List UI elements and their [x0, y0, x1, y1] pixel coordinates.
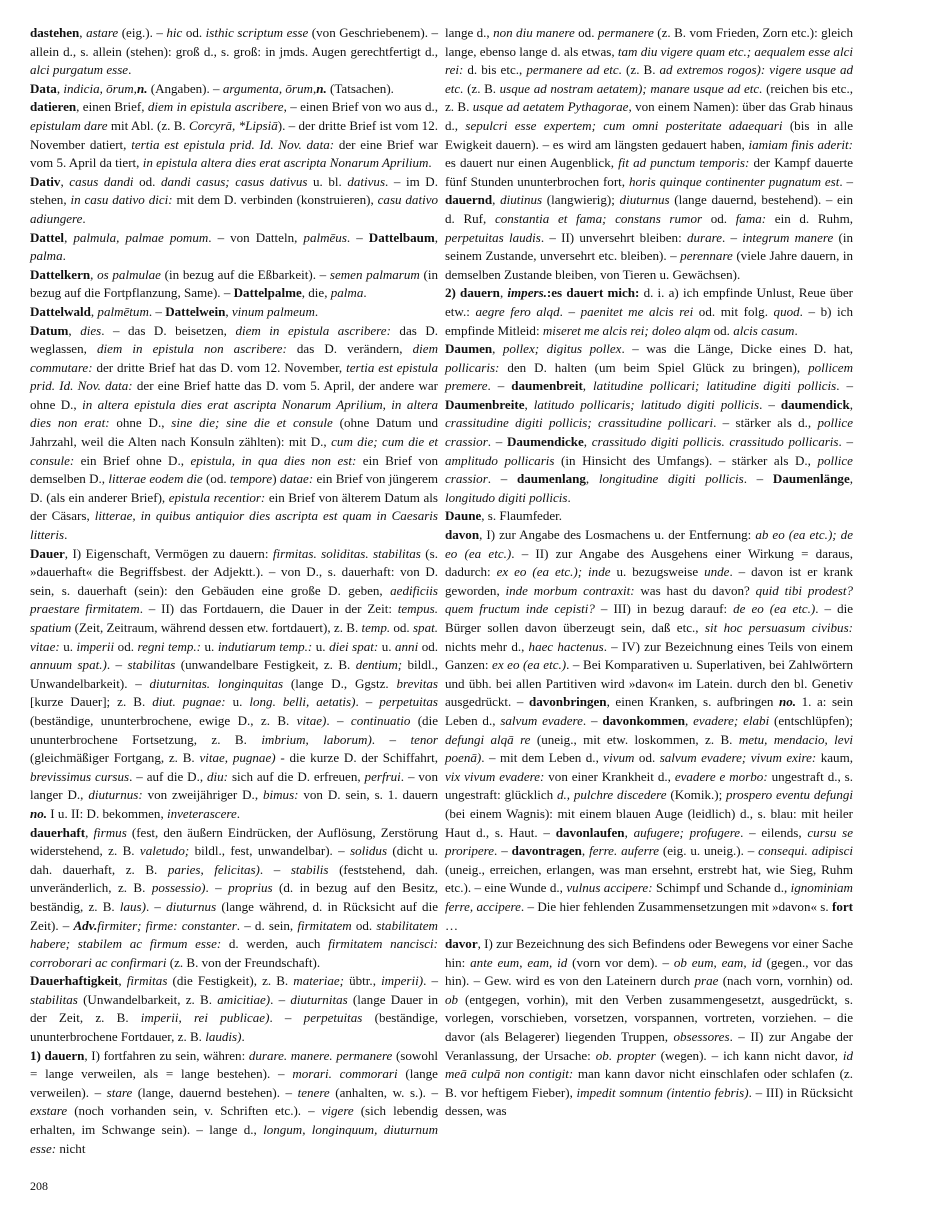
page-number: 208 — [30, 1179, 48, 1193]
left-column — [30, 24, 438, 1158]
dictionary-entry: davon, I) zur Angabe des Losmachens u. der Entfernung: ab eo (ea etc.); de eo (ea etc.). – II) zur Angabe des Ausgehens einer Wirkung = daraus, dadurch: ex eo (ea etc.); inde u. bezugsweise unde. – davon ist er krank geworden, inde morbum contraxit: was hast du davon? quid tibi prodest? quem fructum inde cepisti? – III) in bezug darauf: de eo (ea etc.). – die Bürger sollen davon überzeugt sein, daß etc., sit hoc persuasum civibus: nichts mehr d., haec hactenus. – IV) zur Bezeichnung eines Teils von einem Ganzen: ex eo (ea etc.). – Bei Komparativen u. Superlativen, bei Zahlwörtern und übh. bei allen Partitiven wird »davon« im Latein. durch den bl. Genetiv ausgedrückt. – davonbringen, einen Kranken, s. aufbringen no. 1. a: sein Leben d., salvum evadere. – davonkommen, evadere; elabi (entschlüpfen); defungi alqā re (uneig., mit etw. loskommen, z. B. metu, mendacio, levi poenā). – mit dem Leben d., vivum od. salvum evadere; vivum exire: kaum, vix vivum evadere: von einer Krankheit d., evadere e morbo: ungestraft d., s. ungestraft: glücklich d., pulchre discedere (Komik.); prospero eventu defungi (bei einem Wagnis): mit einem blauen Auge (leidlich) d., s. blau: mit heiler Haut d., s. Haut. – davonlaufen, aufugere; profugere. – eilends, cursu se proripere. – davontragen, ferre. auferre (eig. u. uneig.). – consequi. adipisci (uneig., erreichen, erlangen, was man ersehnt, erstrebt hat, wie Sieg, Ruhm etc.). – eine Wunde d., vulnus accipere: Schimpf und Schande d., ignominiam ferre, accipere. – Die hier fehlenden Zusammensetzungen mit »davon« s. fort … — [445, 527, 854, 933]
dictionary-entry: Dativ, casus dandi od. dandi casus; casus dativus u. bl. dativus. – im D. stehen, in casu dativo dici: mit dem D. verbinden (konstruieren), casu dativo adiungere. — [30, 173, 439, 226]
dictionary-entry: dauerhaft, firmus (fest, den äußern Eindrücken, der Auflösung, Zerstörung widerstehend, z. B. valetudo; bildl., fest, unwandelbar). – solidus (dicht u. dah. dauerhaft, z. B. paries, felicitas). – stabilis (feststehend, dah. unveränderlich, z. B. possessio). – proprius (d. in bezug auf den Besitz, beständig, z. B. laus). – diuturnus (lange während, d. in Rücksicht auf die Zeit). – Adv.firmiter; firme: constanter. – d. sein, firmitatem od. stabilitatem habere; stabilem ac firmum esse: d. werden, auch firmitatem nancisci: corroborari ac confirmari (z. B. von der Freundschaft). — [30, 824, 439, 970]
dictionary-entry: Data, indicia, ōrum,n. (Angaben). – argumenta, ōrum,n. (Tatsachen). — [30, 80, 394, 96]
dictionary-entry: Dattel, palmula, palmae pomum. – von Datteln, palmēus. – Dattelbaum, palma. — [30, 229, 438, 264]
right-column — [445, 24, 853, 1121]
dictionary-entry: Daune, s. Flaumfeder. — [445, 508, 563, 524]
dictionary-entry: Dattelwald, palmētum. – Dattelwein, vinum palmeum. — [30, 303, 319, 319]
dictionary-entry: 1) dauern, I) fortfahren zu sein, währen: durare. manere. permanere (sowohl = lange verweilen, als = lange bestehen). – morari. commorari (lange verweilen). – stare (lange, dauernd bestehen). – tenere (anhalten, w. s.). – exstare (noch vorhanden sein, v. Schriften etc.). – vigere (sich lebendig erhalten, im Schwange sein). – lange d., longum, longinquum, diuturnum esse: nicht — [30, 1047, 439, 1156]
dictionary-entry: dastehen, astare (eig.). – hic od. isthic scriptum esse (von Geschriebenem). – allein d., s. allein (stehen): groß d., s. groß: in jmds. Augen gerechtfertigt d., alci purgatum esse. — [30, 25, 438, 78]
dictionary-entry: lange d., non diu manere od. permanere (z. B. vom Frieden, Zorn etc.): gleich lange, ebenso lange d. als etwas, tam diu vigere quam etc.; aequalem esse alci rei: d. bis etc., permanere ad etc. (z. B. ad extremos rogos): vigere usque ad etc. (z. B. usque ad nostram aetatem); manare usque ad etc. (reichen bis etc., z. B. usque ad aetatem Pythagorae, von einem Namen): über das Grab hinaus d., sepulcri esse expertem; cum omni posteritate adaequari (bis in alle Ewigkeit dauern). – es wird am längsten gedauert haben, iamiam finis aderit: es dauert nur einen Augenblick, fit ad punctum temporis: der Kampf dauerte fünf Stunden ununterbrochen fort, horis quinque continenter pugnatum est. – dauernd, diutinus (langwierig); diuturnus (lange dauernd, bestehend). – ein d. Ruf, constantia et fama; constans rumor od. fama: ein d. Ruhm, perpetuitas laudis. – II) unversehrt bleiben: durare. – integrum manere (in seinem Zustande, unversehrt etc. bleiben). – perennare (viele Jahre dauern, in demselben Zustande bleiben, von Tieren u. Gewächsen). — [445, 25, 854, 282]
dictionary-entry: datieren, einen Brief, diem in epistula ascribere, – einen Brief von wo aus d., epistulam dare mit Abl. (z. B. Corcyrā, *Lipsiā). – der dritte Brief ist vom 12. November datiert, tertia est epistula prid. Id. Nov. data: der eine Brief war vom 5. April da tiert, in epistula altera dies erat ascripta Nonarum Aprilium. — [30, 99, 438, 171]
dictionary-entry: davor, I) zur Bezeichnung des sich Befindens oder Bewegens vor einer Sache hin: ante eum, eam, id (vorn vor dem). – ob eum, eam, id (gegen., vor das hin). – Gew. wird es von den Lateinern durch prae (nach vorn, vornhin) od. ob (entgegen, vorhin), mit den Verben zusammengesetzt, ausgedrückt, s. vorlegen, vorschieben, vorsetzen, vorspannen, vortreten, vorziehen. – die davor (als Belagerer) liegenden Truppen, obsessores. – II) zur Angabe der Veranlassung, der Ursache: ob. propter (wegen). – ich kann nicht davor, id meā culpā non contigit: man kann davor nicht einschlafen oder schlafen (z. B. vor heftigem Fieber), impedit somnum (intentio febris). – III) in Rücksicht dessen, was — [445, 936, 853, 1119]
dictionary-entry: Dauerhaftigkeit, firmitas (die Festigkeit), z. B. materiae; übtr., imperii). – stabilitas (Unwandelbarkeit, z. B. amicitiae). – diuturnitas (lange Dauer in der Zeit, z. B. imperii, rei publicae). – perpetuitas (beständige, ununterbrochene Fortdauer, z. B. laudis). — [30, 973, 439, 1045]
dictionary-entry: Daumen, pollex; digitus pollex. – was die Länge, Dicke eines D. hat, pollicaris: den D. halten (um beim Spiel Glück zu bringen), pollicem premere. – daumenbreit, latitudine pollicari; latitudine digiti pollicis. – Daumenbreite, latitudo pollicaris; latitudo digiti pollicis. – daumendick, crassitudine digiti pollicis; crassitudine pollicari. – stärker als d., pollice crassior. – Daumendicke, crassitudo digiti pollicis. crassitudo pollicaris. – amplitudo pollicaris (in Hinsicht des Umfangs). – stärker als D., pollice crassior. – daumenlang, longitudine digiti pollicis. – Daumenlänge, longitudo digiti pollicis. — [445, 341, 854, 505]
dictionary-entry: Datum, dies. – das D. beisetzen, diem in epistula ascribere: das D. weglassen, diem in epistula non ascribere: das D. verändern, diem commutare: der dritte Brief hat das D. vom 12. November, tertia est epistula prid. Id. Nov. data: der eine Brief hatte das D. vom 5. April, der andere war ohne D., in altera epistula dies erat ascripta Nonarum Aprilium, in altera dies non erat: ohne D., sine die; sine die et consule (ohne Datum und Jahrzahl, weil die Alten nach Konsuln zählten): mit D., cum die; cum die et consule: ein Brief ohne D., epistula, in qua dies non est: ein Brief von demselben D., litterae eodem die (od. tempore) datae: ein Brief von jüngerem D. (als ein anderer Brief), epistula recentior: ein Brief von älterem Datum als der Cäsars, litterae, in quibus antiquior dies ascripta est quam in Caesaris litteris. — [30, 322, 439, 543]
dictionary-entry: Dauer, I) Eigenschaft, Vermögen zu dauern: firmitas. soliditas. stabilitas (s. »dauerhaft« die Begriffsbest. der Adjektt.). – von D., s. dauerhaft: von D. sein, s. dauerhaft (sein): den Gebäuden eine große D. geben, aedificiis praestare firmitatem. – II) das Fortdauern, die Dauer in der Zeit: tempus. spatium (Zeit, Zeitraum, während dessen etw. fortdauert), z. B. temp. od. spat. vitae: u. imperii od. regni temp.: u. indutiarum temp.: u. diei spat: u. anni od. annuum spat.). – stabilitas (unwandelbare Festigkeit, z. B. dentium; bildl., Unwandelbarkeit). – diuturnitas. longinquitas (lange D., Ggstz. brevitas [kurze Dauer]; z. B. diut. pugnae: u. long. belli, aetatis). – perpetuitas (beständige, ununterbrochene, ewige D., z. B. vitae). – continuatio (die ununterbrochene Fortsetzung, z. B. imbrium, laborum). – tenor (gleichmäßiger Fortgang, z. B. vitae, pugnae) - die kurze D. der Schiffahrt, brevissimus cursus. – auf die D., diu: sich auf die D. erfreuen, perfrui. – von langer D., diuturnus: von zweijähriger D., bimus: von D. sein, s. 1. dauern no. I u. II: D. bekommen, inveterascere. — [30, 545, 439, 821]
dictionary-entry: 2) dauern, impers.:es dauert mich: d. i. a) ich empfinde Unlust, Reue über etw.: aegre fero alqd. – paenitet me alcis rei od. mit folg. quod. – b) ich empfinde Mitleid: miseret me alcis rei; doleo alqm od. alcis casum. — [445, 285, 853, 338]
dictionary-entry: Dattelkern, os palmulae (in bezug auf die Eßbarkeit). – semen palmarum (in bezug auf die Fortpflanzung, Same). – Dattelpalme, die, palma. — [30, 266, 438, 301]
